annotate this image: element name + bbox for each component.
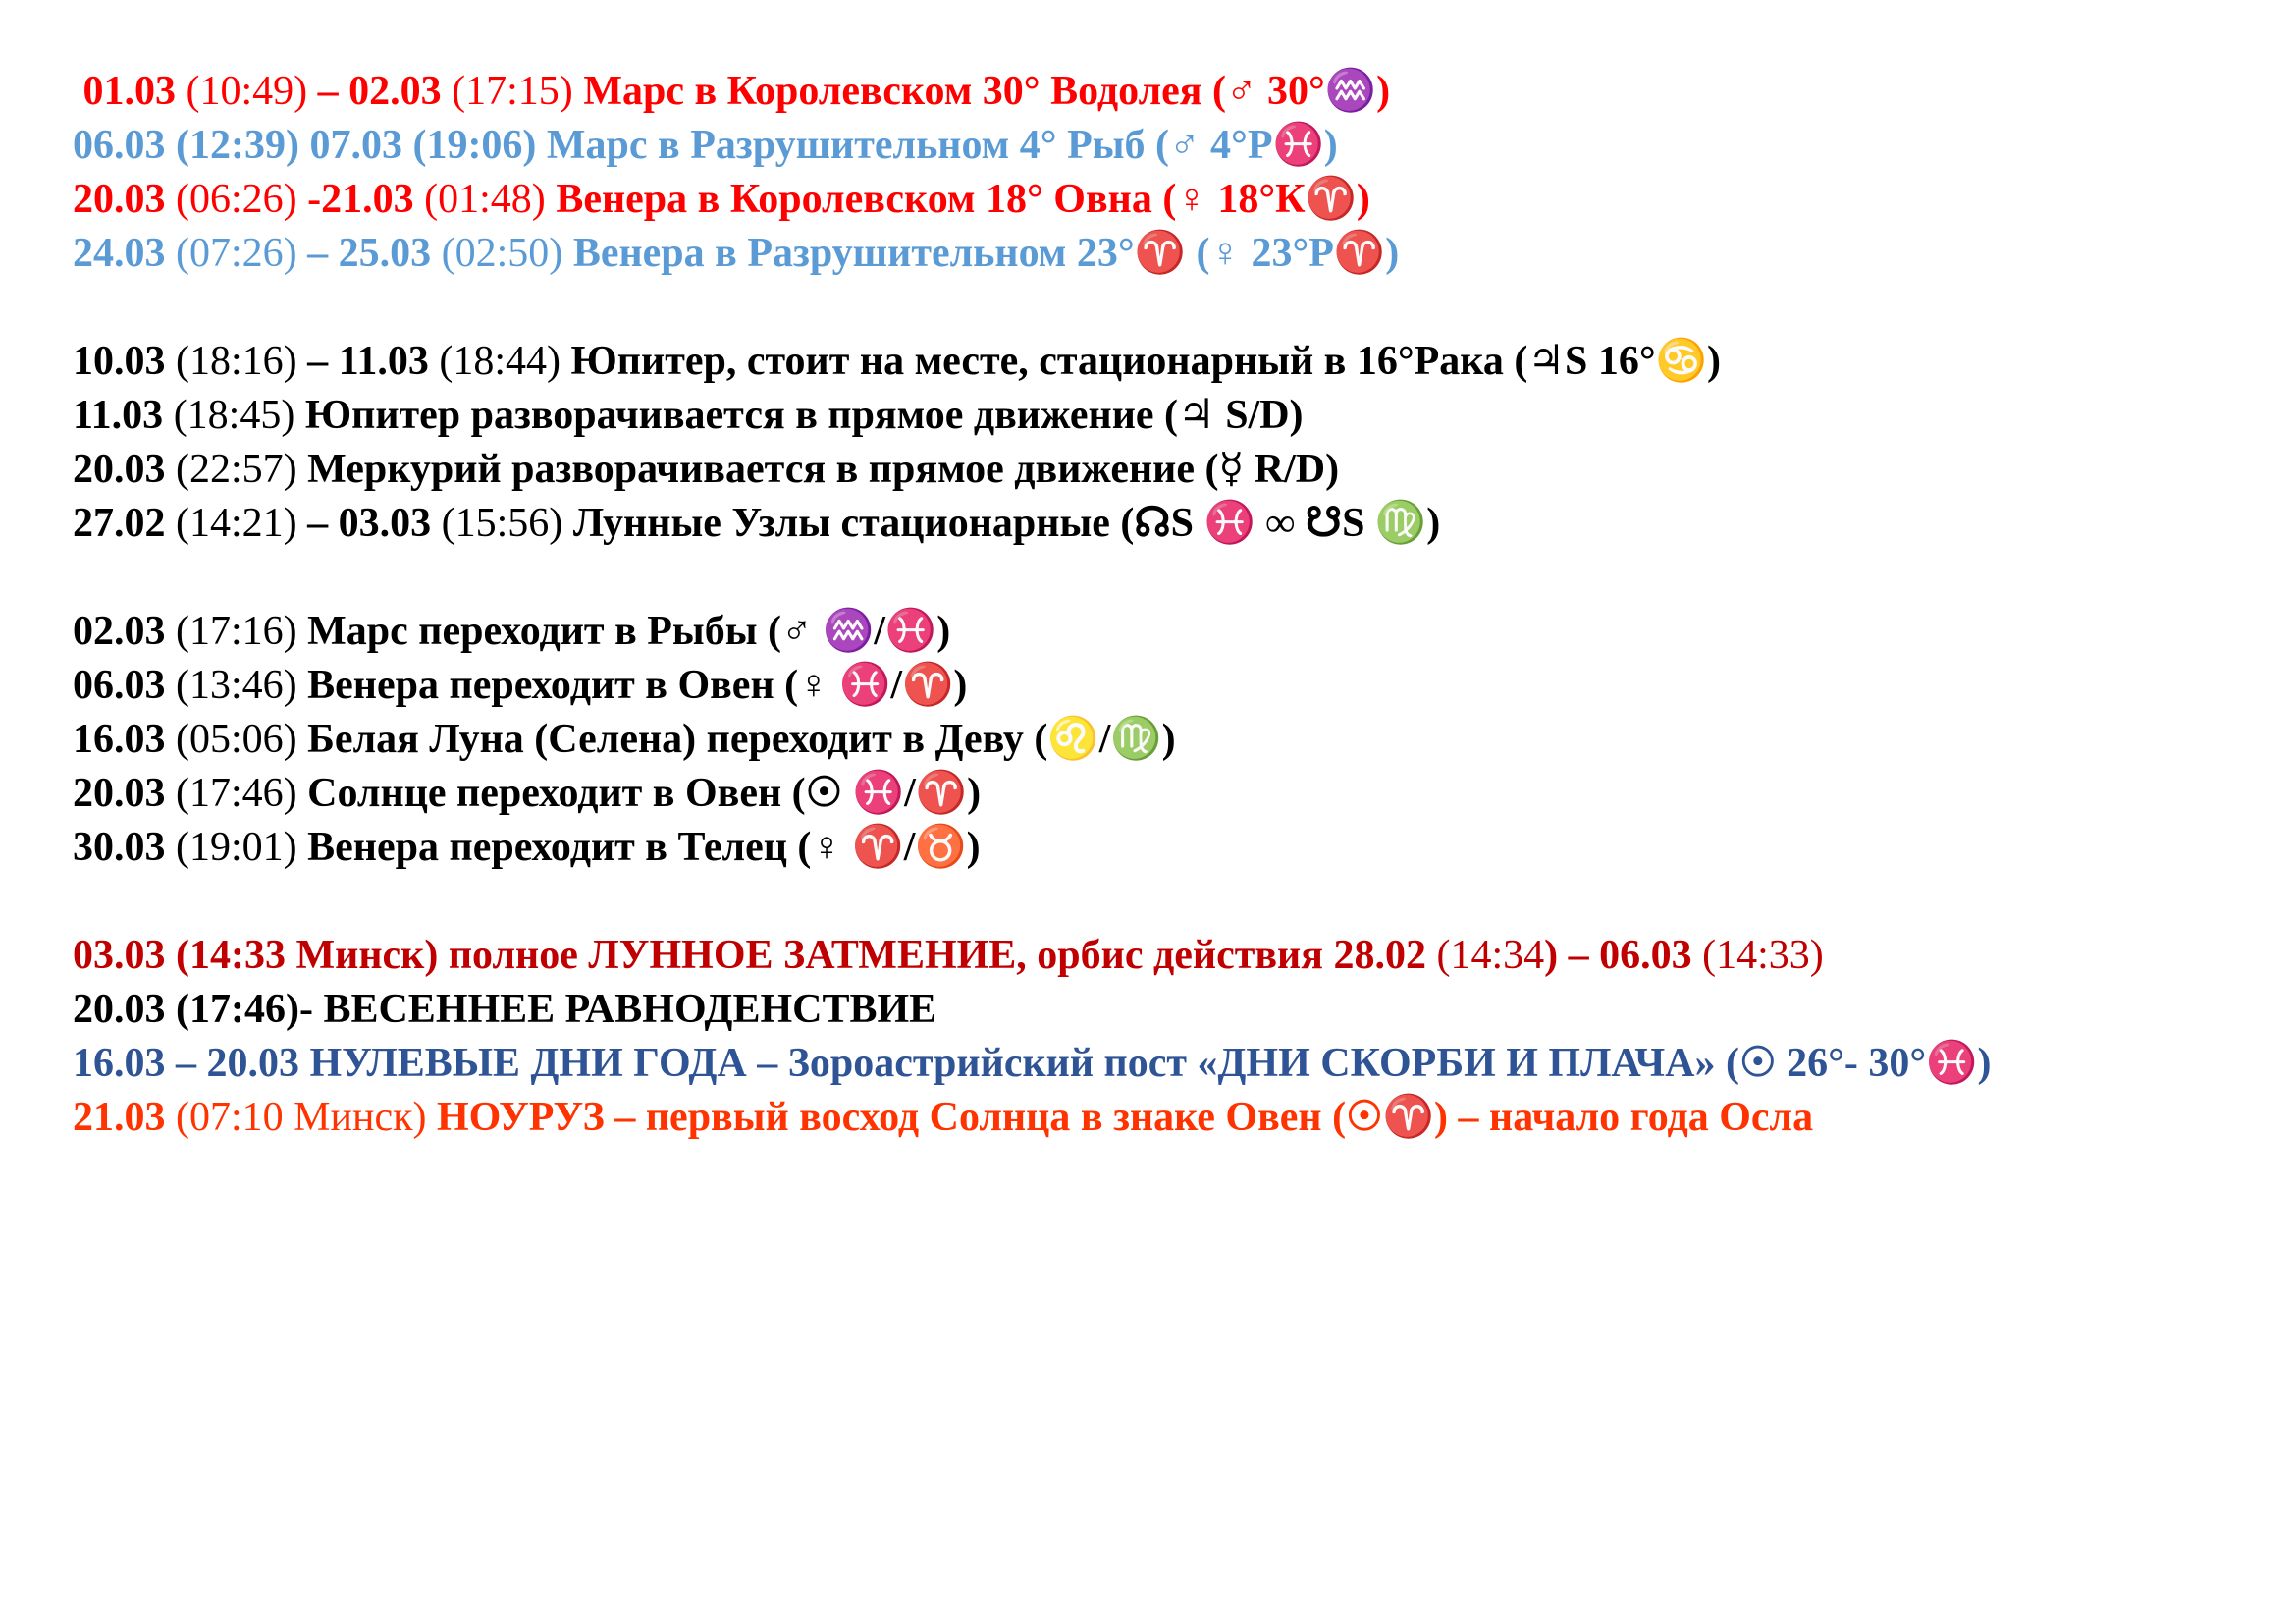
text-segment: Венера в Разрушительном 23°♈ (♀ 23°Р♈) xyxy=(572,231,1400,276)
text-segment: 30.03 xyxy=(73,825,176,870)
event-line xyxy=(73,929,2267,983)
text-segment: (18:44) xyxy=(439,339,571,384)
text-segment: ) – 06.03 xyxy=(1544,933,1703,978)
text-segment: Венера переходит в Телец (♀ ♈/♉) xyxy=(307,825,981,870)
group-royal-destructive-degrees xyxy=(73,65,2267,281)
text-segment: 20.03 (17:46)- ВЕСЕННЕЕ РАВНОДЕНСТВИЕ xyxy=(73,987,937,1032)
text-segment: (06:26) xyxy=(176,177,308,222)
group-stationary-and-direct-motion xyxy=(73,335,2267,551)
text-segment: 24.03 xyxy=(73,231,176,276)
text-segment: (01:48) xyxy=(424,177,557,222)
text-segment: (07:26) xyxy=(176,231,308,276)
text-segment: (18:45) xyxy=(173,393,305,438)
text-segment: Юпитер, стоит на месте, стационарный в 16°Рака (♃S 16°♋) xyxy=(570,339,1721,384)
group-special-events xyxy=(73,929,2267,1145)
text-segment: Марс в Королевском 30° Водолея (♂ 30°♒) xyxy=(583,69,1391,114)
event-line xyxy=(73,983,2267,1037)
event-line xyxy=(73,389,2267,443)
text-segment: 20.03 xyxy=(73,177,176,222)
text-segment: (14:33) xyxy=(1702,933,1824,978)
event-line xyxy=(73,1037,2267,1091)
text-segment: (10:49) xyxy=(186,69,318,114)
text-segment: Юпитер разворачивается в прямое движение (♃ S/D) xyxy=(304,393,1304,438)
text-segment: (07:10 Минск) xyxy=(176,1095,437,1140)
text-segment: (18:16) xyxy=(176,339,308,384)
event-line xyxy=(73,443,2267,497)
text-segment: 20.03 xyxy=(73,447,176,492)
text-segment: – 02.03 xyxy=(317,69,453,114)
event-line xyxy=(73,605,2267,659)
event-line xyxy=(73,65,2267,119)
event-line xyxy=(73,821,2267,875)
text-segment: 06.03 xyxy=(73,663,176,708)
event-line xyxy=(73,173,2267,227)
text-segment: (17:15) xyxy=(452,69,584,114)
text-segment: (17:46) xyxy=(176,771,308,816)
text-segment: (05:06) xyxy=(176,717,308,762)
text-segment: -21.03 xyxy=(307,177,425,222)
text-segment: 16.03 – 20.03 НУЛЕВЫЕ ДНИ ГОДА – Зороастрийский пост «ДНИ СКОРБИ И ПЛАЧА» (☉ 26°- 30°♓) xyxy=(73,1041,1992,1086)
text-segment: 06.03 (12:39) 07.03 (19:06) Марс в Разрушительном 4° Рыб (♂ 4°Р♓) xyxy=(73,123,1338,168)
event-line xyxy=(73,497,2267,551)
text-segment: 03.03 (14:33 Минск) полное ЛУННОЕ ЗАТМЕНИЕ, орбис действия 28.02 xyxy=(73,933,1437,978)
text-segment: (02:50) xyxy=(441,231,573,276)
text-segment: 02.03 xyxy=(73,609,176,654)
text-segment: – 03.03 xyxy=(307,501,442,546)
text-segment: 21.03 xyxy=(73,1095,176,1140)
text-segment: 11.03 xyxy=(73,393,174,438)
text-segment: (13:46) xyxy=(176,663,308,708)
text-segment: Венера в Королевском 18° Овна (♀ 18°К♈) xyxy=(556,177,1370,222)
text-segment: 20.03 xyxy=(73,771,176,816)
text-segment: НОУРУЗ – первый восход Солнца в знаке Овен (☉♈) – начало года Осла xyxy=(437,1095,1814,1140)
text-segment: 16.03 xyxy=(73,717,176,762)
event-line xyxy=(73,119,2267,173)
text-segment: Белая Луна (Селена) переходит в Деву (♌/♍) xyxy=(307,717,1176,762)
text-segment: Марс переходит в Рыбы (♂ ♒/♓) xyxy=(307,609,951,654)
text-segment: Меркурий разворачивается в прямое движение (☿ R/D) xyxy=(307,447,1340,492)
text-segment: – 11.03 xyxy=(307,339,440,384)
event-line xyxy=(73,659,2267,713)
event-line xyxy=(73,713,2267,767)
event-line xyxy=(73,767,2267,821)
text-segment: 27.02 xyxy=(73,501,176,546)
text-segment: (14:34 xyxy=(1436,933,1545,978)
text-segment: – 25.03 xyxy=(307,231,442,276)
event-line xyxy=(73,1091,2267,1145)
group-sign-ingresses xyxy=(73,605,2267,875)
text-segment: (15:56) xyxy=(441,501,573,546)
text-segment: Лунные Узлы стационарные (☊S ♓ ∞ ☋S ♍) xyxy=(572,501,1441,546)
text-segment: Солнце переходит в Овен (☉ ♓/♈) xyxy=(307,771,982,816)
text-segment: Венера переходит в Овен (♀ ♓/♈) xyxy=(307,663,968,708)
text-segment: 01.03 xyxy=(73,69,187,114)
event-line xyxy=(73,227,2267,281)
event-line xyxy=(73,335,2267,389)
text-segment: (14:21) xyxy=(176,501,308,546)
text-segment: (22:57) xyxy=(176,447,308,492)
text-segment: (17:16) xyxy=(176,609,308,654)
text-segment: (19:01) xyxy=(176,825,308,870)
text-segment: 10.03 xyxy=(73,339,176,384)
